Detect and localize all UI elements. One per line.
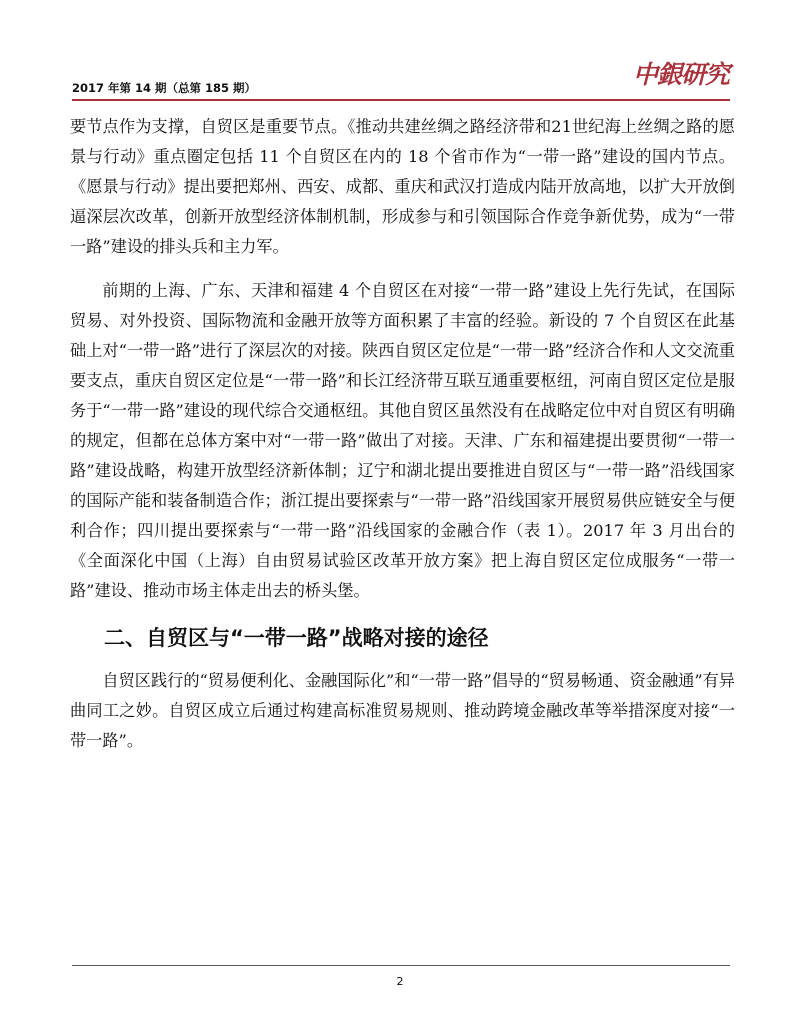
document-body bbox=[70, 112, 735, 770]
page-number: 2 bbox=[396, 975, 404, 988]
brand-logo-text: 中銀研究 bbox=[633, 60, 730, 89]
issue-label: 2017 年第 14 期（总第 185 期） bbox=[72, 81, 257, 95]
brand-logo-mark bbox=[633, 52, 737, 92]
brand-logo bbox=[633, 52, 737, 92]
paragraph-2: 前期的上海、广东、天津和福建 4 个自贸区在对接“一带一路”建设上先行先试，在国际贸易、对外投资、国际物流和金融开放等方面积累了丰富的经验。新设的 7 个自贸区在此基础上对“一带一路”进行了深层次的对接。陕西自贸区定位是“一带一路”经济合作和人文交流重要支点，重庆自贸区定位是“一带一路”和长江经济带互联互通重要枢纽，河南自贸区定位是服务于“一带一路”建设的现代综合交通枢纽。其他自贸区虽然没有在战略定位中对自贸区有明确的规定，但都在总体方案中对“一带一路”做出了对接。天津、广东和福建提出要贯彻“一带一路”建设战略，构建开放型经济新体制；辽宁和湖北提出要推进自贸区与“一带一路”沿线国家的国际产能和装备制造合作；浙江提出要探索与“一带一路”沿线国家开展贸易供应链安全与便利合作；四川提出要探索与“一带一路”沿线国家的金融合作（表 1）。2017 年 3 月出台的《全面深化中国（上海）自由贸易试验区改革开放方案》把上海自贸区定位成服务“一带一路”建设、推动市场主体走出去的桥头堡。 bbox=[70, 281, 735, 600]
section-heading: 二、自贸区与“一带一路”战略对接的途径 bbox=[104, 626, 489, 650]
paragraph-3: 自贸区践行的“贸易便利化、金融国际化”和“一带一路”倡导的“贸易畅通、资金融通”有异曲同工之妙。自贸区成立后通过构建高标准贸易规则、推动跨境金融改革等举措深度对接“一带一路”。 bbox=[70, 671, 735, 750]
header-divider bbox=[72, 99, 730, 101]
paragraph-1: 要节点作为支撑，自贸区是重要节点。《推动共建丝绸之路经济带和21世纪海上丝绸之路的愿景与行动》重点圈定包括 11 个自贸区在内的 18 个省市作为“一带一路”建设的国内节点。《愿景与行动》提出要把郑州、西安、成都、重庆和武汉打造成内陆开放高地，以扩大开放倒逼深层次改革，创新开放型经济体制机制，形成参与和引领国际合作竞争新优势，成为“一带一路”建设的排头兵和主力军。 bbox=[70, 117, 735, 256]
footer-divider bbox=[72, 965, 730, 966]
